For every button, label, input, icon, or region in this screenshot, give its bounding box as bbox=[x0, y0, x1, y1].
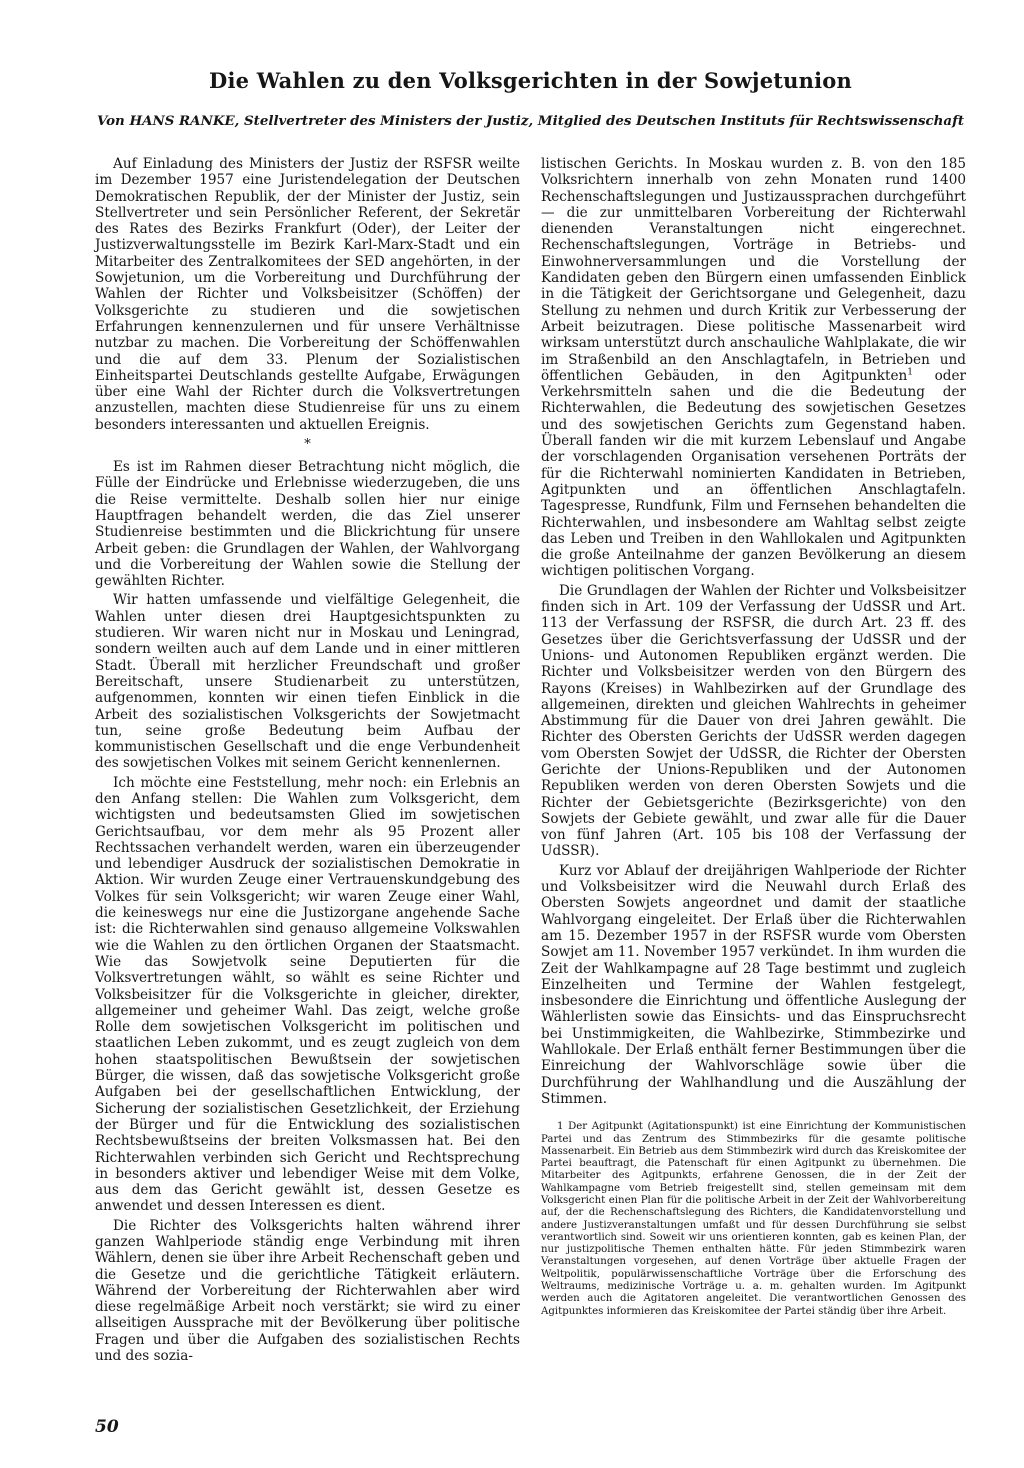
paragraph: Auf Einladung des Ministers der Justiz der RSFSR weilte im Dezember 1957 eine Juristendelegation der Deutschen Demokratischen Republik, der der Minister der Justiz, sein Stellvertreter und sein Persönlicher Referent, der Sekretär des Rates des Bezirks Frankfurt (Oder), der Leiter der Justizverwaltungsstelle im Bezirk Karl-Marx-Stadt und ein Mitarbeiter des Zentralkomitees der SED angehörten, in der Sowjetunion, um die Vorbereitung und Durchführung der Wahlen der Richter und Volksbeisitzer (Schöffen) der Volksgerichte zu studieren und die sowjetischen Erfahrungen kennenzulernen und für unsere Verhältnisse nutzbar zu machen. Die Vorbereitung der Schöffenwahlen und die auf dem 33. Plenum der Sozialistischen Einheitspartei Deutschlands gestellte Aufgabe, Erwägungen über eine Wahl der Richter durch die Volksvertretungen anzustellen, machten diese Studienreise für uns zu einem besonders interessanten und aktuellen Ereignis. bbox=[95, 156, 520, 433]
section-separator: * bbox=[304, 437, 311, 453]
paragraph: Die Richter des Volksgerichts halten während ihrer ganzen Wahlperiode ständig enge Verbindung mit ihren Wählern, denen sie über ihre Arbeit Rechenschaft geben und die Gesetze und die gerichtliche Tätigkeit erläutern. Während der Vorbereitung der Richterwahlen aber wird diese regelmäßige Arbeit noch verstärkt; sie wird zu einer allseitigen Aussprache mit der Bevölkerung über politische Fragen und über die Aufgaben des sozialistischen Rechts und des sozia- bbox=[95, 1217, 520, 1365]
left-column bbox=[95, 156, 520, 1367]
paragraph: Wir hatten umfassende und vielfältige Gelegenheit, die Wahlen unter diesen drei Hauptgesichtspunkten zu studieren. Wir waren nicht nur in Moskau und Leningrad, sondern weilten auch auf dem Lande und in einer mittleren Stadt. Überall mit herzlicher Freundschaft und großer Bereitschaft, unsere Studienarbeit zu unterstützen, aufgenommen, konnten wir einen tiefen Einblick in die Arbeit des sozialistischen Volksgerichts der Sowjetmacht tun, seine große Bedeutung beim Aufbau der kommunistischen Gesellschaft und die enge Verbundenheit des sowjetischen Volkes mit seinem Gericht kennenlernen. bbox=[95, 592, 520, 772]
right-column bbox=[541, 156, 966, 1367]
footnote: 1 Der Agitpunkt (Agitationspunkt) ist eine Einrichtung der Kommunistischen Partei und das Zentrum des Stimmbezirks für die gesamte politische Massenarbeit. Ein Betrieb aus dem Stimmbezirk wird durch das Kreiskomitee der Partei beauftragt, die Patenschaft für einen Agitpunkt zu übernehmen. Die Mitarbeiter des Agitpunkts, erfahrene Genossen, die in der Zeit der Wahlkampagne vom Betrieb freigestellt sind, stellen gemeinsam mit dem Volksgericht einen Plan für die politische Arbeit in der Zeit der Wahlvorbereitung auf, der die Rechenschaftslegung des Richters, die Kandidatenvorstellung und andere Justizveranstaltungen umfaßt und für dessen Durchführung sie selbst verantwortlich sind. Soweit wir uns orientieren konnten, gab es keinen Plan, der nur justizpolitische Themen enthalten hätte. Für jeden Stimmbezirk waren Veranstaltungen vorgesehen, auf denen Vorträge über aktuelle Fragen der Weltpolitik, populärwissenschaftliche Vorträge über die Erforschung des Weltraums, medizinische Vorträge u. a. m. gehalten wurden. Im Agitpunkt werden auch die Agitatoren angeleitet. Die verantwortlichen Genossen des Agitpunktes informieren das Kreiskomitee der Partei ständig über ihre Arbeit. bbox=[541, 1121, 966, 1317]
page-number: 50 bbox=[95, 1417, 119, 1437]
paragraph-text: oder Verkehrsmitteln sahen und die die Bedeutung der Richterwahlen, die Bedeutung des sowjetischen Gesetzes und des sowjetischen Gerichts zum Gegenstand haben. Überall fanden wir die mit kurzem Lebenslauf und Angabe der vorschlagenden Organisation versehenen Porträts der für die Richterwahl nominierten Kandidaten in Betrieben, Agitpunkten und an öffentlichen Anschlagtafeln. Tagespresse, Rundfunk, Film und Fernsehen behandelten die Richterwahlen, und insbesondere am Wahltag selbst zeigte das Leben und Treiben in den Wahllokalen und Agitpunkten die große Anteilnahme der ganzen Bevölkerung an diesem wichtigen politischen Vorgang. bbox=[541, 367, 966, 580]
paragraph: Ich möchte eine Feststellung, mehr noch: ein Erlebnis an den Anfang stellen: Die Wahlen zum Volksgericht, dem wichtigsten und bedeutsamsten Glied im sowjetischen Gerichtsaufbau, vor dem mehr als 95 Prozent aller Rechtssachen verhandelt werden, waren ein überzeugender und lebendiger Ausdruck der sozialistischen Demokratie in Aktion. Wir wurden Zeuge einer Vertrauenskundgebung des Volkes für sein Volksgericht; wir waren Zeuge einer Wahl, die keineswegs nur eine die Justizorgane angehende Sache ist: die Richterwahlen sind genauso allgemeine Volkswahlen wie die Wahlen zu den örtlichen Organen der Staatsmacht. Wie das Sowjetvolk seine Deputierten für die Volksvertretungen wählt, so wählt es seine Richter und Volksbeisitzer für die Volksgerichte in gleicher, direkter, allgemeiner und geheimer Wahl. Das zeigt, welche große Rolle dem sowjetischen Volksgericht im politischen und staatlichen Leben zukommt, und es zeugt zugleich von dem hohen staatspolitischen Bewußtsein der sowjetischen Bürger, die wissen, daß das sowjetische Volksgericht große Aufgaben bei der gesellschaftlichen Entwicklung, der Sicherung der sozialistischen Gesetzlichkeit, der Erziehung der Bürger und für die Entwicklung des sozialistischen Rechtsbewußtseins der breiten Volksmassen hat. Bei den Richterwahlen verbinden sich Gericht und Rechtsprechung in besonders aktiver und lebendiger Weise mit dem Volke, aus dem das Gericht gewählt ist, dessen Gesetze es anwendet und dessen Interessen es dient. bbox=[95, 774, 520, 1215]
footnote-reference: 1 bbox=[907, 367, 913, 378]
paragraph: Es ist im Rahmen dieser Betrachtung nicht möglich, die Fülle der Eindrücke und Erlebnisse wiederzugeben, die uns die Reise vermittelte. Deshalb sollen hier nur einige Hauptfragen behandelt werden, die das Ziel unserer Studienreise bestimmten und die Blickrichtung für unsere Arbeit geben: die Grundlagen der Wahlen, der Wahlvorgang und die Vorbereitung der Wahlen sowie die Stellung der gewählten Richter. bbox=[95, 459, 520, 590]
paragraph: Die Grundlagen der Wahlen der Richter und Volksbeisitzer finden sich in Art. 109 der Verfassung der UdSSR und Art. 113 der Verfassung der RSFSR, die durch Art. 23 ff. des Gesetzes über die Gerichtsverfassung der UdSSR und der Unions- und Autonomen Republiken ergänzt werden. Die Richter und Volksbeisitzer werden von den Bürgern des Rayons (Kreises) in Wahlbezirken auf der Grundlage des allgemeinen, direkten und gleichen Wahlrechts in geheimer Abstimmung für die Dauer von drei Jahren gewählt. Die Richter des Obersten Gerichts der UdSSR werden dagegen vom Obersten Sowjet der UdSSR, die Richter der Obersten Gerichte der Unions-Republiken und der Autonomen Republiken werden von deren Obersten Sowjets und die Richter der Gebietsgerichte (Bezirksgerichte) von den Sowjets der Gebiete gewählt, und zwar alle für die Dauer von fünf Jahren (Art. 105 bis 108 der Verfassung der UdSSR). bbox=[541, 582, 966, 860]
paragraph-text: listischen Gerichts. In Moskau wurden z. B. von den 185 Volksrichtern innerhalb von zehn Monaten rund 1400 Rechenschaftslegungen und Justizaussprachen durchgeführt — die zur unmittelbaren Vorbereitung der Richterwahl dienenden Veranstaltungen nicht eingerechnet. Rechenschaftslegungen, Vorträge in Betriebs- und Einwohnerversammlungen und die Vorstellung der Kandidaten geben den Bürgern einen umfassenden Einblick in die Tätigkeit der Gerichtsorgane und Gelegenheit, dazu Stellung zu nehmen und durch Kritik zur Verbesserung der Arbeit beizutragen. Diese politische Massenarbeit wird wirksam unterstützt durch anschauliche Wahlplakate, die wir im Straßenbild an den Anschlagtafeln, in Betrieben und öffentlichen Gebäuden, in den Agitpunkten bbox=[541, 156, 966, 384]
paragraph bbox=[541, 156, 966, 580]
paragraph: Kurz vor Ablauf der dreijährigen Wahlperiode der Richter und Volksbeisitzer wird die Neuwahl durch Erlaß des Obersten Sowjets angeordnet und damit der staatliche Wahlvorgang eingeleitet. Der Erlaß über die Richterwahlen am 15. Dezember 1957 in der RSFSR wurde vom Obersten Sowjet am 11. November 1957 verkündet. In ihm wurden die Zeit der Wahlkampagne auf 28 Tage bestimmt und zugleich Einzelheiten und Termine der Wahlen festgelegt, insbesondere die Einrichtung und öffentliche Auslegung der Wählerlisten sowie das Einsichts- und das Einspruchsrecht bei Unstimmigkeiten, die Wahlbezirke, Stimmbezirke und Wahllokale. Der Erlaß enthält ferner Bestimmungen über die Einreichung der Wahlvorschläge sowie über die Durchführung der Wahlhandlung und die Auszählung der Stimmen. bbox=[541, 862, 966, 1107]
article-body bbox=[95, 156, 966, 1367]
footnotes bbox=[541, 1121, 966, 1318]
article-title: Die Wahlen zu den Volksgerichten in der Sowjetunion bbox=[209, 68, 852, 93]
article-byline: Von HANS RANKE, Stellvertreter des Ministers der Justiz, Mitglied des Deutschen Instituts für Rechtswissenschaft bbox=[96, 113, 965, 129]
